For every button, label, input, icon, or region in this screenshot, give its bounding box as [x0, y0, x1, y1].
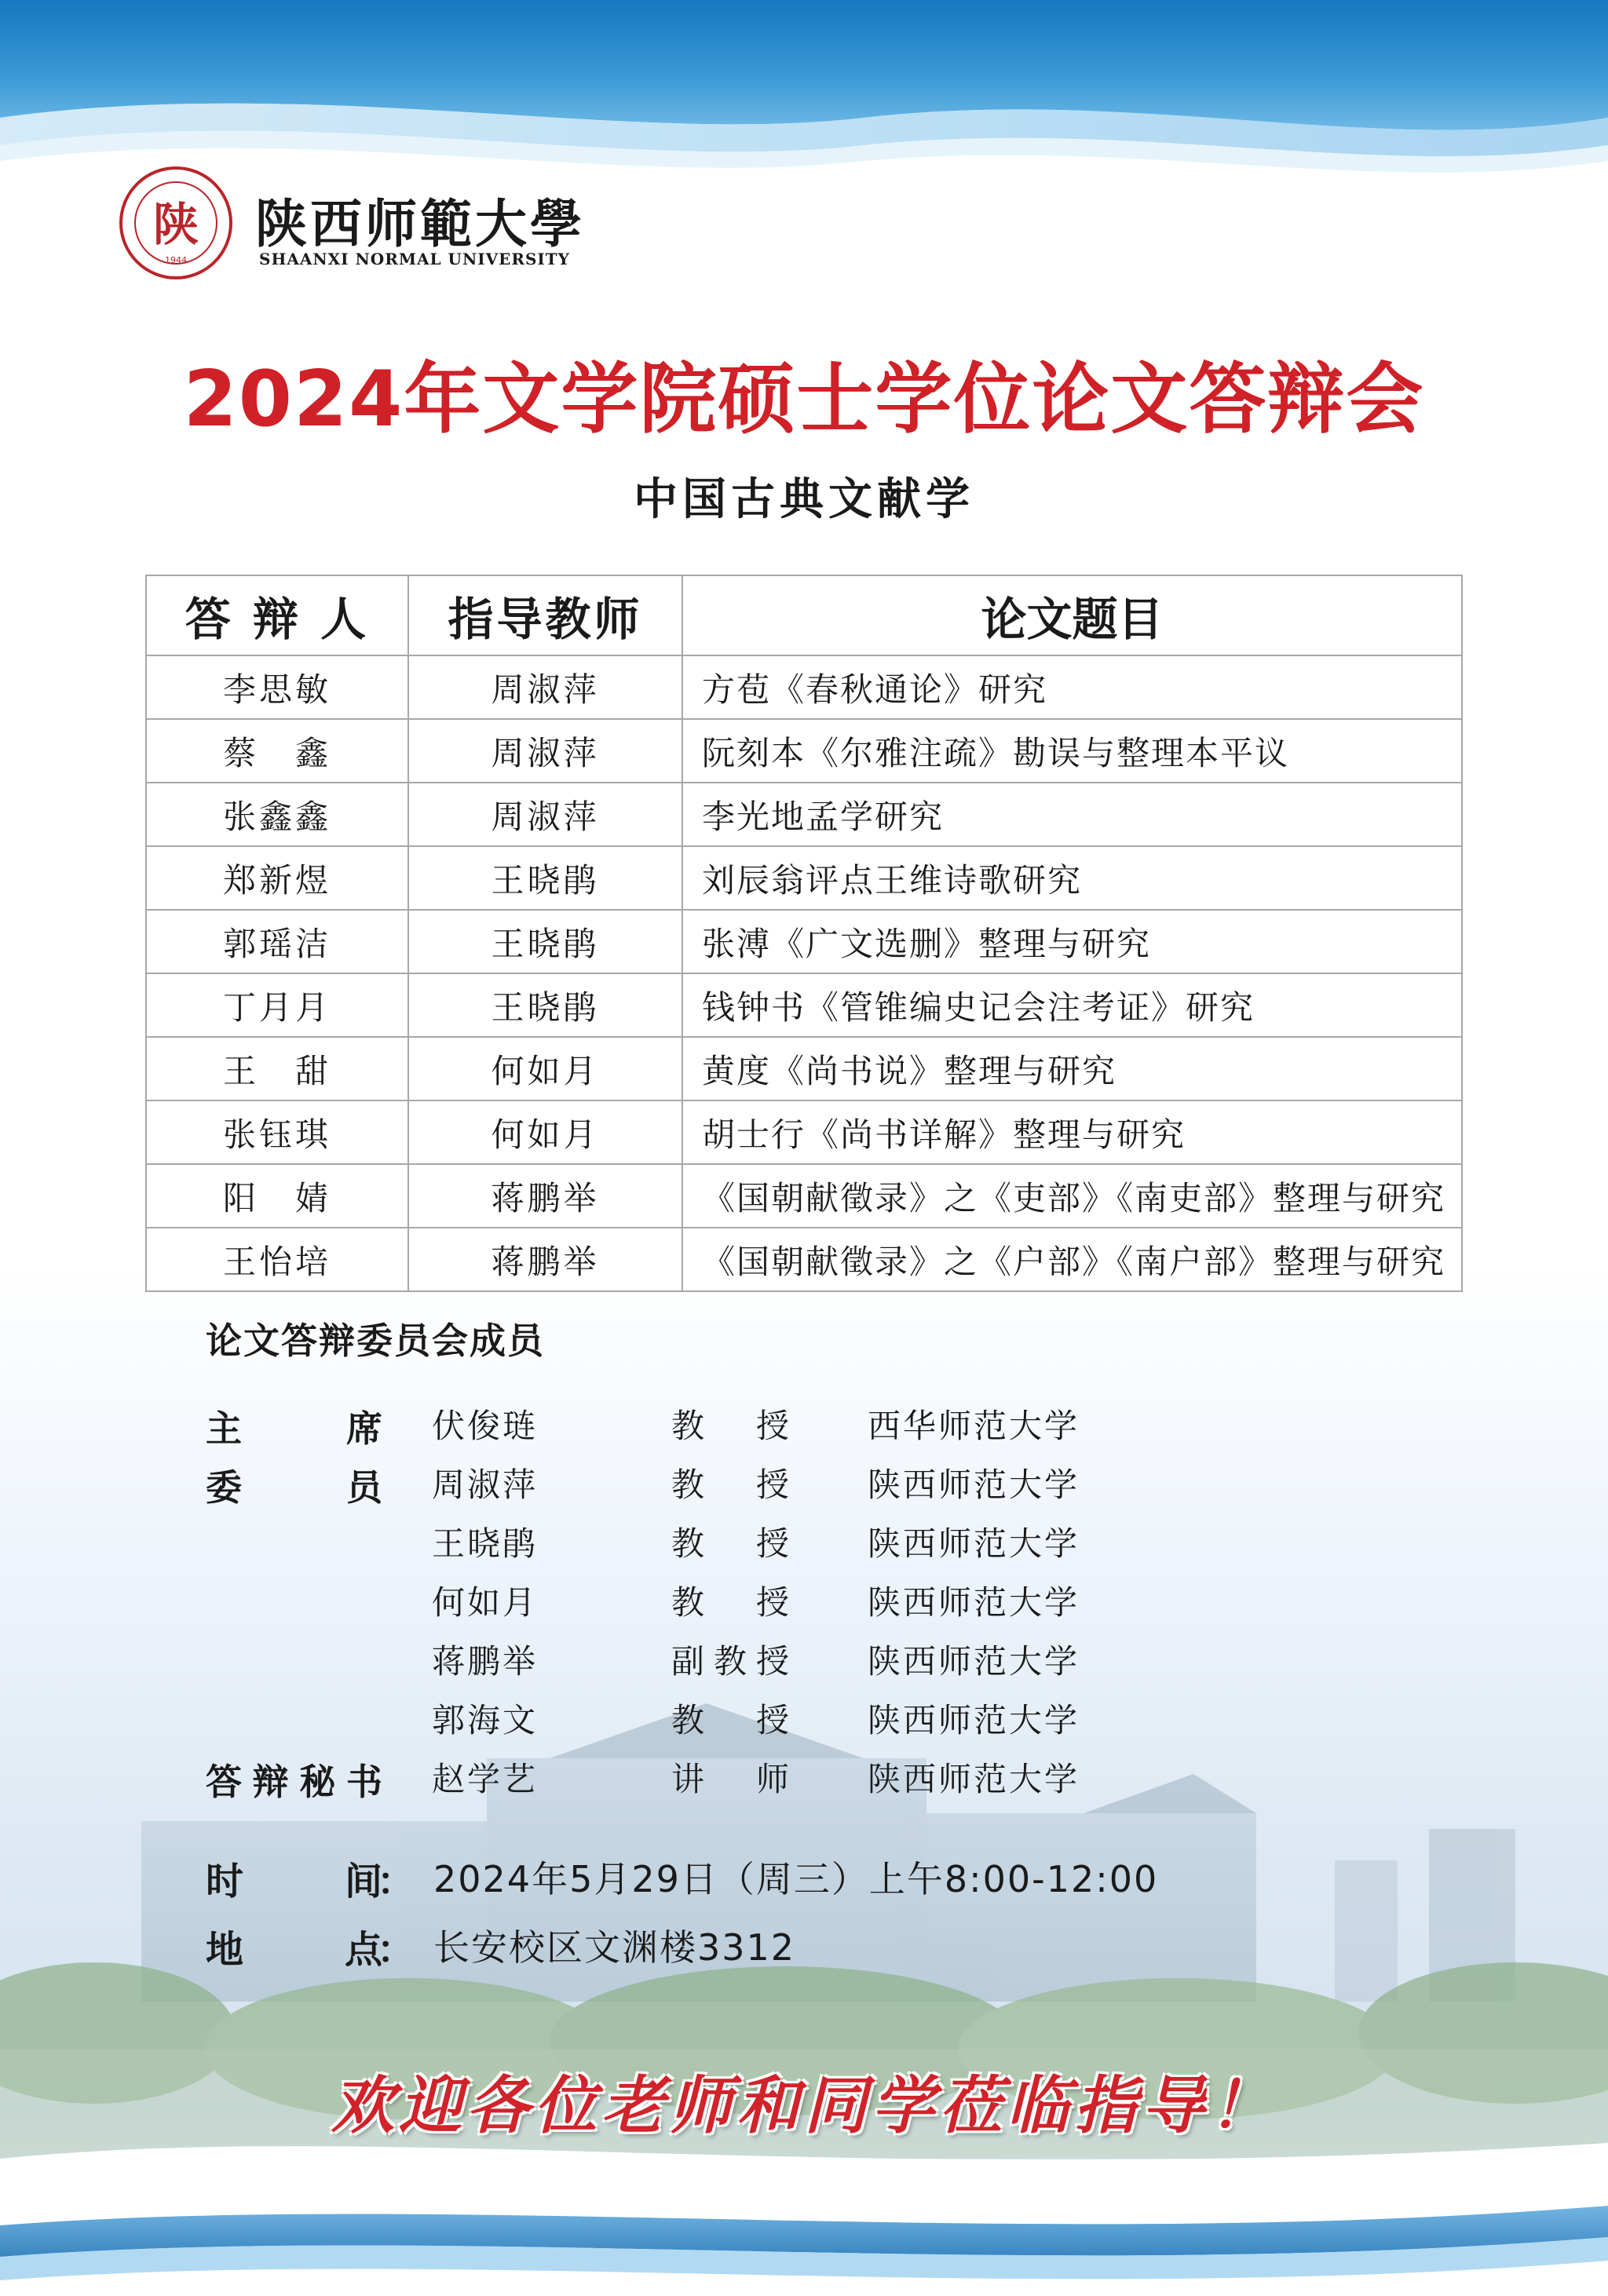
- cell-student: 郭瑶洁: [146, 910, 408, 973]
- time-colon: ：: [377, 1860, 415, 1904]
- table-row: [146, 783, 1462, 846]
- committee-title: 教授: [671, 1524, 789, 1563]
- committee-institution: 陕西师范大学: [868, 1583, 1080, 1622]
- header-student: 答 辩 人: [146, 575, 408, 655]
- svg-text:陕: 陕: [152, 198, 199, 251]
- committee-name: 王晓鹃: [432, 1524, 539, 1563]
- committee-role: 答辩秘书: [206, 1761, 382, 1803]
- svg-text:1944: 1944: [165, 255, 187, 265]
- table-row: [146, 973, 1462, 1037]
- cell-advisor: 王晓鹃: [408, 973, 682, 1037]
- cell-student: 郑新煜: [146, 846, 408, 910]
- committee-title: 教授: [671, 1466, 789, 1504]
- table-header-row: [146, 575, 1462, 655]
- cell-topic: 李光地孟学研究: [682, 783, 1462, 846]
- committee-row: [206, 1400, 1226, 1459]
- committee-institution: 陕西师范大学: [868, 1466, 1080, 1504]
- table-row: [146, 1164, 1462, 1228]
- cell-student: 王怡培: [146, 1228, 408, 1291]
- committee-name: 赵学艺: [432, 1760, 539, 1798]
- table-row: [146, 719, 1462, 783]
- cell-topic: 胡士行《尚书详解》整理与研究: [682, 1101, 1462, 1164]
- cell-student: 蔡 鑫: [146, 719, 408, 783]
- cell-advisor: 王晓鹃: [408, 910, 682, 973]
- place-label: 地点: [206, 1928, 382, 1972]
- committee-title: 教授: [671, 1407, 789, 1445]
- committee-institution: 陕西师范大学: [868, 1760, 1080, 1798]
- cell-topic: 方苞《春秋通论》研究: [682, 655, 1462, 719]
- university-logo: [118, 165, 585, 283]
- university-seal-icon: [118, 165, 234, 281]
- cell-topic: 阮刻本《尔雅注疏》勘误与整理本平议: [682, 719, 1462, 783]
- table-row: [146, 1228, 1462, 1291]
- committee-row: [206, 1695, 1226, 1754]
- committee-row: [206, 1577, 1226, 1636]
- university-name-cn: 陕西师範大學: [255, 193, 585, 254]
- cell-topic: 《国朝献徵录》之《吏部》《南吏部》整理与研究: [682, 1164, 1462, 1228]
- cell-student: 阳 婧: [146, 1164, 408, 1228]
- committee-name: 蒋鹏举: [432, 1642, 539, 1681]
- committee-institution: 西华师范大学: [868, 1407, 1080, 1445]
- place-colon: ：: [377, 1928, 415, 1972]
- cell-student: 张钰琪: [146, 1101, 408, 1164]
- committee-title: 副教授: [671, 1642, 789, 1681]
- cell-advisor: 何如月: [408, 1101, 682, 1164]
- welcome-banner: 欢迎各位老师和同学莅临指导！: [331, 2068, 1277, 2142]
- committee-name: 伏俊琏: [432, 1407, 539, 1445]
- committee-row: [206, 1518, 1226, 1577]
- committee-institution: 陕西师范大学: [868, 1701, 1080, 1739]
- cell-student: 李思敏: [146, 655, 408, 719]
- committee-role: 主席: [206, 1407, 382, 1450]
- cell-advisor: 蒋鹏举: [408, 1164, 682, 1228]
- time-value: 2024年5月29日（周三）上午8:00-12:00: [433, 1858, 1159, 1900]
- cell-advisor: 周淑萍: [408, 783, 682, 846]
- time-label: 时间: [206, 1860, 382, 1904]
- cell-advisor: 周淑萍: [408, 655, 682, 719]
- committee-institution: 陕西师范大学: [868, 1642, 1080, 1681]
- cell-advisor: 周淑萍: [408, 719, 682, 783]
- committee-row: [206, 1459, 1226, 1518]
- header-topic: 论文题目: [682, 575, 1462, 655]
- table-row: [146, 910, 1462, 973]
- cell-advisor: 蒋鹏举: [408, 1228, 682, 1291]
- cell-student: 丁月月: [146, 973, 408, 1037]
- committee-institution: 陕西师范大学: [868, 1524, 1080, 1563]
- committee-heading: 论文答辩委员会成员: [206, 1320, 545, 1362]
- cell-advisor: 王晓鹃: [408, 846, 682, 910]
- table-row: [146, 1037, 1462, 1101]
- page-title: 2024年文学院硕士学位论文答辩会: [183, 355, 1425, 444]
- page-subtitle: 中国古典文献学: [634, 474, 974, 525]
- committee-title: 讲师: [671, 1760, 789, 1798]
- thesis-table: [145, 575, 1463, 1292]
- cell-topic: 黄度《尚书说》整理与研究: [682, 1037, 1462, 1101]
- committee-title: 教授: [671, 1583, 789, 1622]
- table-row: [146, 655, 1462, 719]
- committee-list: [206, 1400, 1226, 1812]
- cell-topic: 钱钟书《管锥编史记会注考证》研究: [682, 973, 1462, 1037]
- place-value: 长安校区文渊楼3312: [433, 1926, 796, 1969]
- header-advisor: 指导教师: [408, 575, 682, 655]
- table-row: [146, 846, 1462, 910]
- committee-role: 委员: [206, 1466, 382, 1509]
- cell-topic: 刘辰翁评点王维诗歌研究: [682, 846, 1462, 910]
- committee-row: [206, 1754, 1226, 1812]
- table-row: [146, 1101, 1462, 1164]
- cell-topic: 《国朝献徵录》之《户部》《南户部》整理与研究: [682, 1228, 1462, 1291]
- committee-name: 周淑萍: [432, 1466, 539, 1504]
- university-name-en: SHAANXI NORMAL UNIVERSITY: [259, 250, 570, 268]
- committee-row: [206, 1636, 1226, 1695]
- cell-student: 张鑫鑫: [146, 783, 408, 846]
- committee-name: 郭海文: [432, 1701, 539, 1739]
- cell-advisor: 何如月: [408, 1037, 682, 1101]
- committee-title: 教授: [671, 1701, 789, 1739]
- cell-topic: 张溥《广文选删》整理与研究: [682, 910, 1462, 973]
- committee-name: 何如月: [432, 1583, 539, 1622]
- cell-student: 王 甜: [146, 1037, 408, 1101]
